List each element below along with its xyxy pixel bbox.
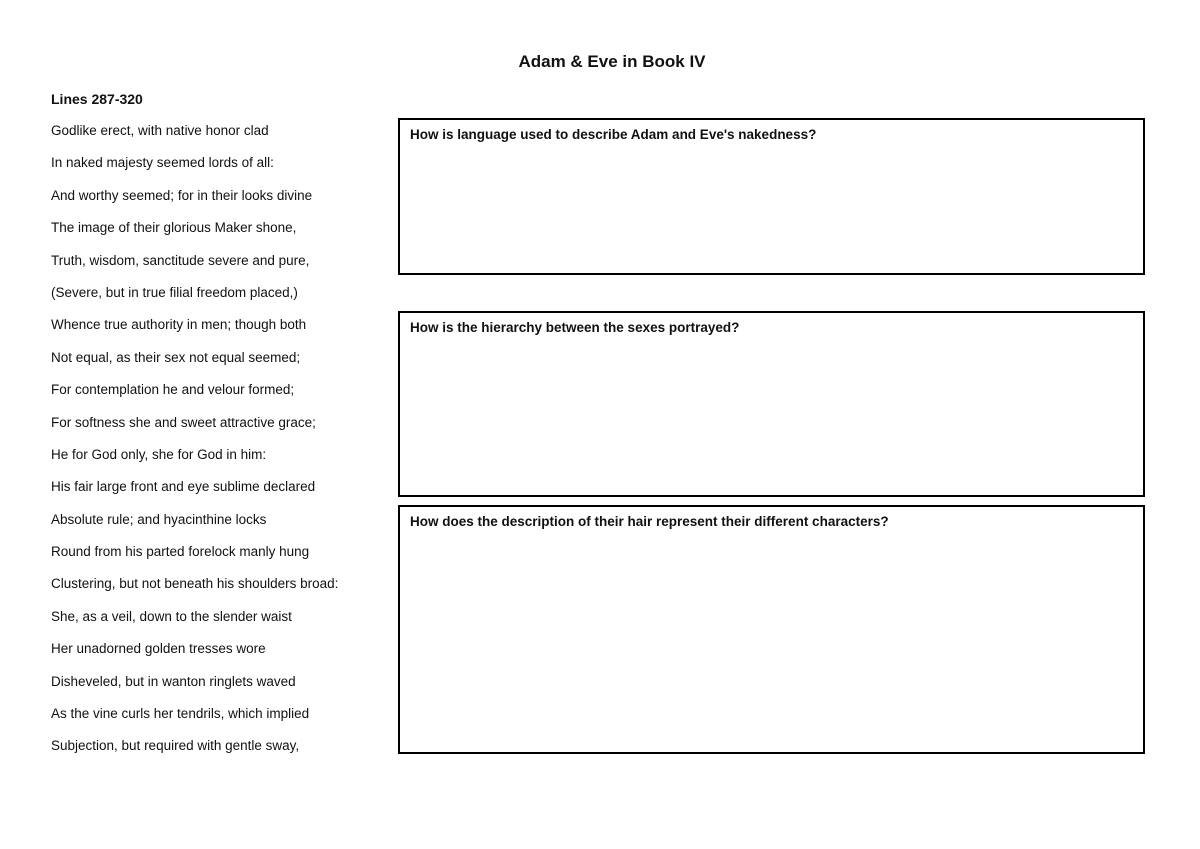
poem-line: Subjection, but required with gentle sway, — [51, 738, 300, 754]
poem-line: And worthy seemed; for in their looks divine — [51, 187, 313, 203]
poem-line: Round from his parted forelock manly hung — [51, 544, 310, 560]
poem-line: Godlike erect, with native honor clad — [51, 123, 269, 138]
poem-line: For contemplation he and velour formed; — [51, 382, 295, 398]
answer-box-hierarchy[interactable] — [398, 311, 1145, 497]
poem-line: She, as a veil, down to the slender waist — [51, 608, 292, 624]
poem-line: For softness she and sweet attractive grace; — [51, 414, 316, 430]
poem-line: Her unadorned golden tresses wore — [51, 641, 266, 657]
question-hierarchy: How is the hierarchy between the sexes portrayed? — [410, 320, 740, 335]
poem-line: The image of their glorious Maker shone, — [51, 220, 297, 236]
question-hair: How does the description of their hair represent their different characters? — [410, 514, 889, 529]
document-title: Adam & Eve in Book IV — [518, 52, 706, 71]
poem-line: Not equal, as their sex not equal seemed; — [51, 349, 301, 365]
poem-line: He for God only, she for God in him: — [51, 446, 267, 462]
question-nakedness: How is language used to describe Adam and Eve's nakedness? — [410, 127, 817, 142]
poem-lines — [51, 121, 338, 769]
section-label: Lines 287-320 — [51, 91, 143, 107]
poem-line: His fair large front and eye sublime declared — [51, 479, 316, 495]
poem-line: Absolute rule; and hyacinthine locks — [51, 511, 267, 527]
poem-line: Whence true authority in men; though both — [51, 317, 307, 333]
answer-box-nakedness[interactable] — [398, 118, 1145, 275]
poem-line: Truth, wisdom, sanctitude severe and pure, — [51, 252, 310, 268]
poem-line: As the vine curls her tendrils, which implied — [51, 706, 310, 722]
answer-box-hair[interactable] — [398, 505, 1145, 754]
poem-line: Disheveled, but in wanton ringlets waved — [51, 673, 296, 689]
poem-line: (Severe, but in true filial freedom placed,) — [51, 284, 298, 300]
poem-line: Clustering, but not beneath his shoulders broad: — [51, 576, 339, 592]
poem-line: In naked majesty seemed lords of all: — [51, 155, 274, 171]
